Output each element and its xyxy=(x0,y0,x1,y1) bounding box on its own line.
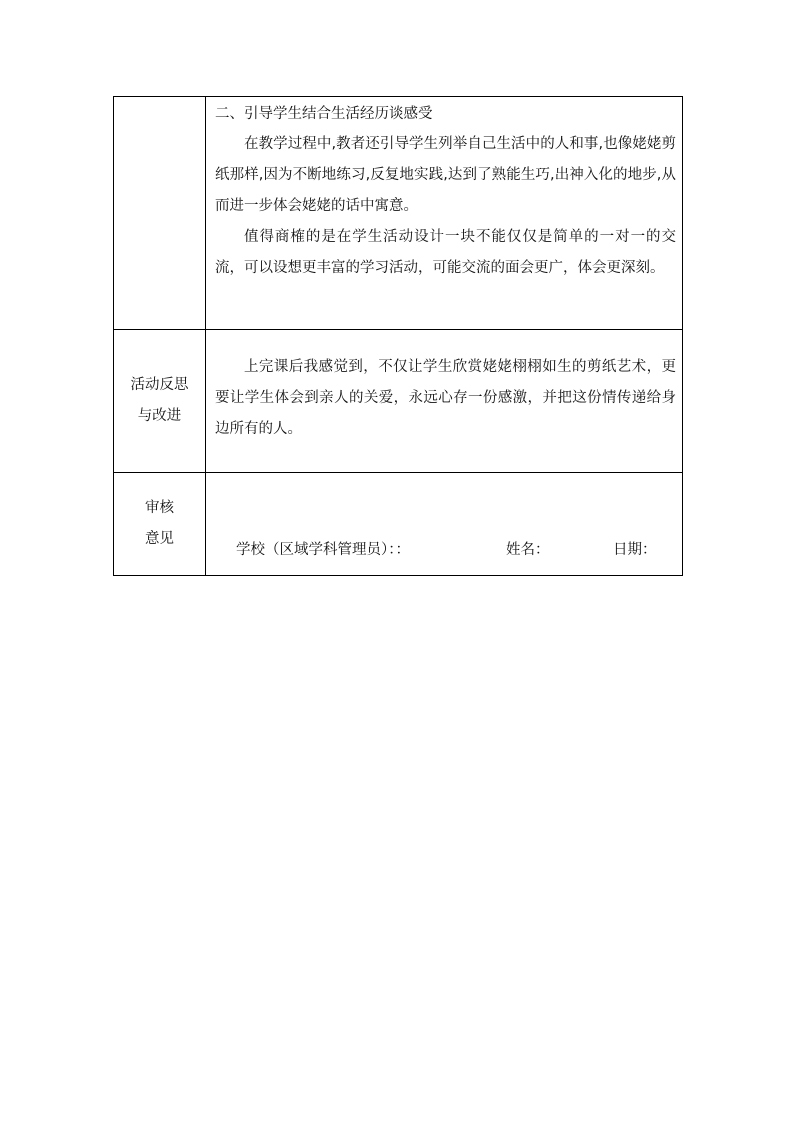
review-label-line1: 审核 xyxy=(145,500,174,516)
reflection-label-line1: 活动反思 xyxy=(130,377,189,393)
review-label-line2: 意见 xyxy=(145,531,174,547)
table-row xyxy=(114,473,683,576)
name-field: 姓名： xyxy=(506,542,550,558)
reflection-text: 上完课后我感觉到，不仅让学生欣赏姥姥栩栩如生的剪纸艺术，更要让学生体会到亲人的关爱，永远心存一份感激，并把这份情传递给身边所有的人。 xyxy=(215,359,676,437)
school-field: 学校（区域学科管理员）：： xyxy=(236,542,410,558)
table-row xyxy=(114,330,683,473)
empty-label-cell xyxy=(114,97,206,330)
table-row xyxy=(114,97,683,330)
section-heading: 二、引导学生结合生活经历谈感受 xyxy=(215,106,433,122)
review-cell xyxy=(206,473,683,576)
paragraph-2: 值得商榷的是在学生活动设计一块不能仅仅是简单的一对一的交流，可以设想更丰富的学习活动，可能交流的面会更广，体会更深刻。 xyxy=(215,229,676,276)
reflection-label-line2: 与改进 xyxy=(137,408,182,424)
lesson-plan-table xyxy=(113,96,683,576)
reflection-cell xyxy=(206,330,683,473)
content-cell xyxy=(206,97,683,330)
reflection-label-cell xyxy=(114,330,206,473)
paragraph-1: 在教学过程中,教者还引导学生列举自己生活中的人和事,也像姥姥剪纸那样,因为不断地练习,反复地实践,达到了熟能生巧,出神入化的地步,从而进一步体会姥姥的话中寓意。 xyxy=(215,136,676,214)
date-field: 日期： xyxy=(613,542,657,558)
review-label-cell xyxy=(114,473,206,576)
